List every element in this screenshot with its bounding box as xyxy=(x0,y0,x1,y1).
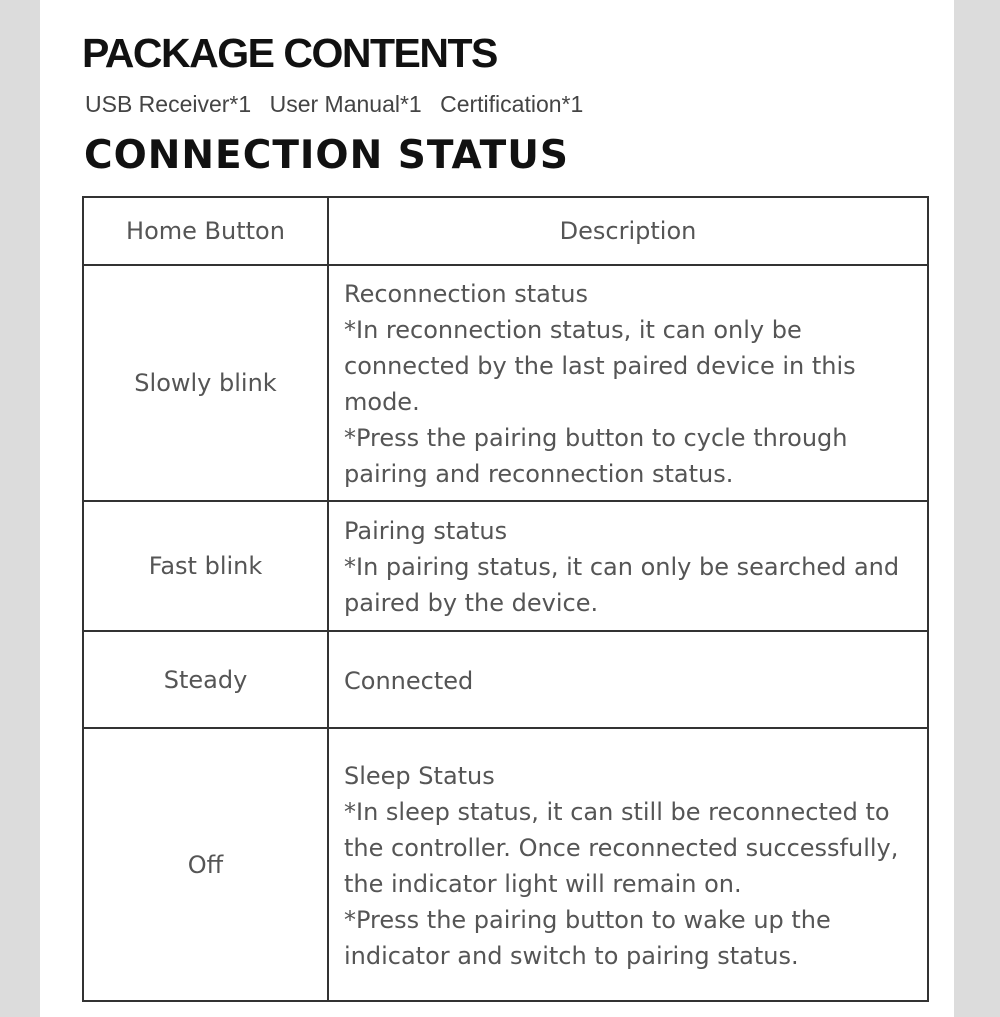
row-description xyxy=(328,631,928,728)
description-line: *In reconnection status, it can only be connected by the last paired device in this mode. xyxy=(344,316,856,416)
description-line: *In sleep status, it can still be reconnected to the controller. Once reconnected successfully, the indicator light will remain on. xyxy=(344,797,899,898)
package-contents-title: PACKAGE CONTENTS xyxy=(82,30,497,76)
row-description xyxy=(328,501,928,631)
package-item: Certification*1 xyxy=(440,91,584,117)
table-header-row xyxy=(83,197,928,265)
description-line: Pairing status xyxy=(344,517,508,545)
row-description xyxy=(328,728,928,1001)
row-key: Slowly blink xyxy=(83,265,328,501)
row-key: Steady xyxy=(83,631,328,728)
column-header-home-button: Home Button xyxy=(83,197,328,265)
description-line: Reconnection status xyxy=(344,280,588,308)
column-header-description: Description xyxy=(328,197,928,265)
row-description xyxy=(328,265,928,501)
package-items xyxy=(85,91,595,118)
table-row xyxy=(83,265,928,501)
description-line: Sleep Status xyxy=(344,761,495,790)
table-row xyxy=(83,728,928,1001)
table-row xyxy=(83,501,928,631)
description-line: *Press the pairing button to cycle through pairing and reconnection status. xyxy=(344,424,848,488)
description-line: Connected xyxy=(344,666,474,695)
package-item: User Manual*1 xyxy=(269,91,422,117)
connection-status-title: CONNECTION STATUS xyxy=(84,133,569,178)
description-line: *Press the pairing button to wake up the indicator and switch to pairing status. xyxy=(344,905,831,970)
row-key: Off xyxy=(83,728,328,1001)
package-item: USB Receiver*1 xyxy=(85,91,252,117)
description-line: *In pairing status, it can only be searched and paired by the device. xyxy=(344,553,900,617)
row-key: Fast blink xyxy=(83,501,328,631)
table-row xyxy=(83,631,928,728)
page-sheet xyxy=(40,0,954,1017)
connection-status-table xyxy=(82,196,929,1002)
